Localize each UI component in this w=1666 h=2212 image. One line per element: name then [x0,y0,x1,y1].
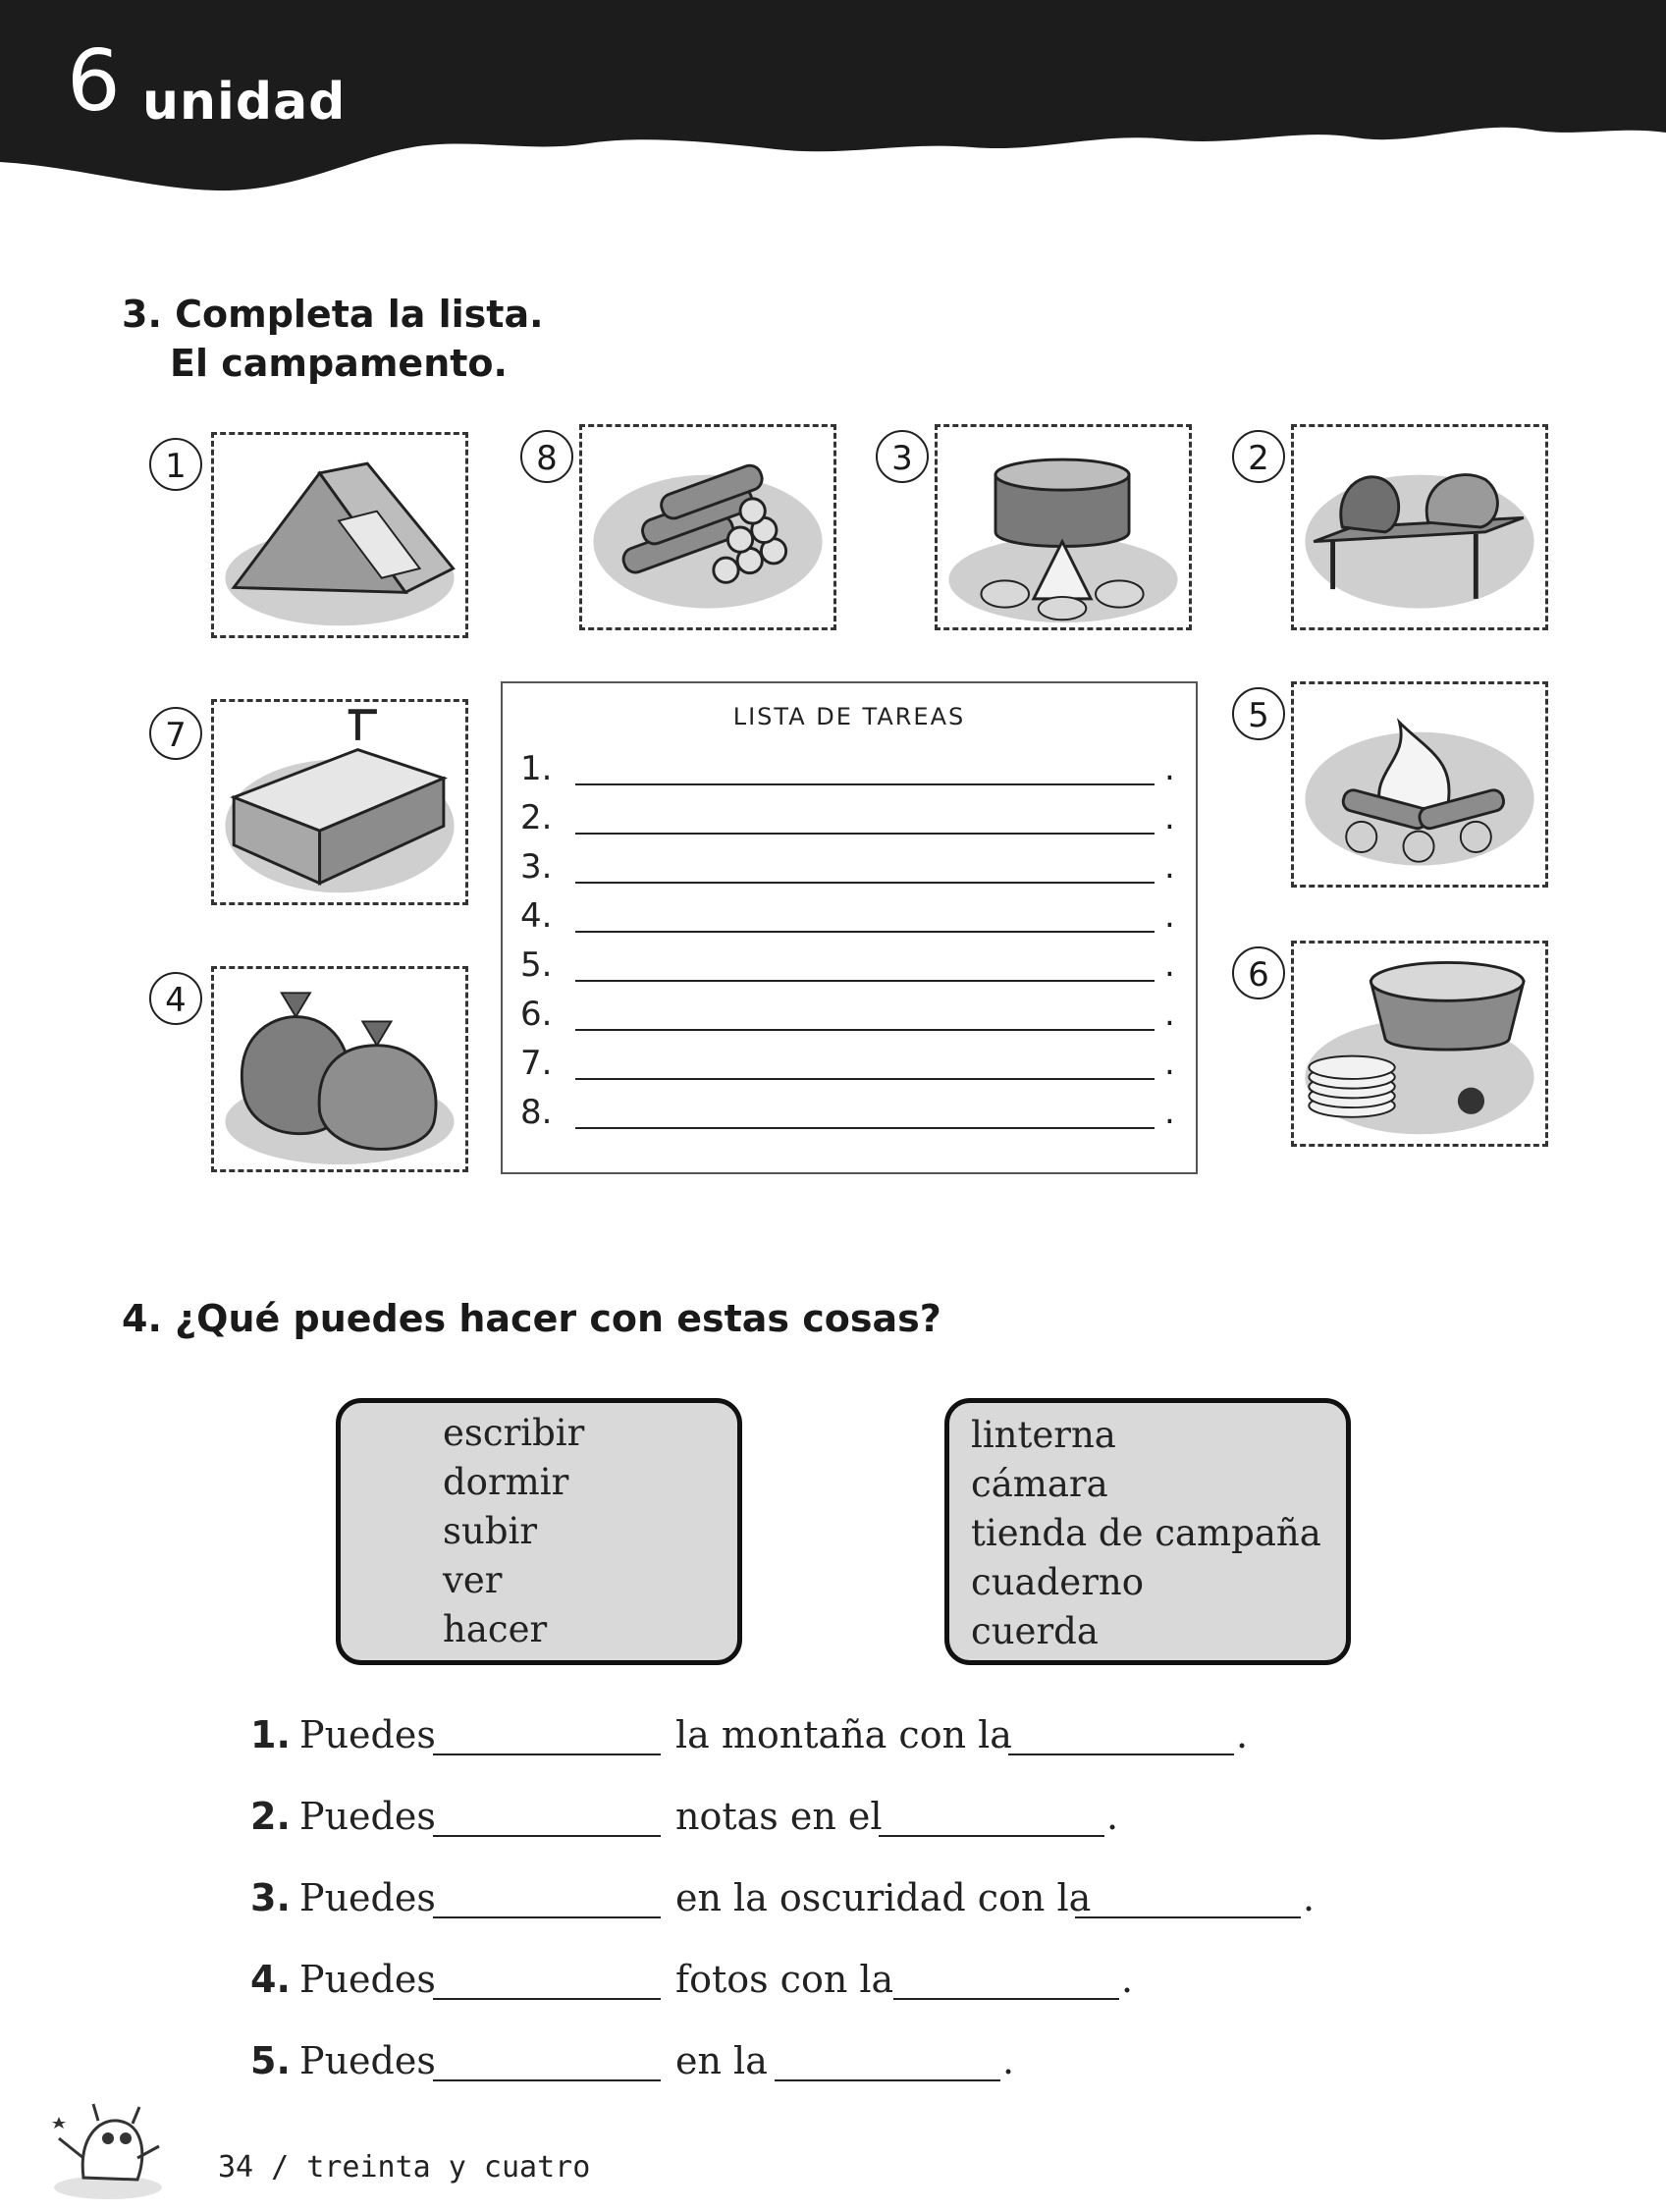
task-list-box [501,681,1198,1174]
noun-word: cuerda [971,1610,1099,1652]
task-period: . [1164,847,1175,887]
task-answer-line[interactable] [575,1029,1155,1031]
sentence-end: . [1106,1795,1119,1838]
task-row [520,891,1188,941]
picture-garbage-bags [211,966,468,1172]
picture-washing-bowl [1291,941,1548,1147]
sentence-end: . [1002,2039,1015,2082]
exercise-3-title-line1: 3. Completa la lista. [122,293,544,336]
task-answer-line[interactable] [575,1078,1155,1080]
backpacks-on-table-icon [1294,427,1545,627]
task-number: 2. [520,798,553,837]
unit-header [0,0,1666,206]
task-list-title: LISTA DE TAREAS [732,703,966,730]
picture-number-5: 5 [1232,687,1285,740]
picture-tent [211,432,468,638]
unit-word: unidad [142,73,347,132]
task-row [520,1088,1188,1137]
task-period: . [1164,896,1175,936]
task-row [520,1039,1188,1088]
unit-number: 6 [67,32,121,131]
sentence-middle: fotos con la [675,1958,894,2001]
verb-word: escribir [443,1412,585,1454]
task-row [520,744,1188,793]
monster-mascot-icon [39,2070,167,2207]
task-number: 5. [520,945,553,985]
picture-water-trough [211,699,468,905]
noun-word: linterna [971,1414,1116,1456]
sentence-middle: en la oscuridad con la [675,1876,1092,1919]
exercise-3-title [122,290,544,388]
picture-number-6: 6 [1232,946,1285,999]
verb-word: dormir [443,1461,569,1503]
task-answer-line[interactable] [575,783,1155,785]
picture-number-7: 7 [149,707,202,760]
verb-blank[interactable] [433,2079,661,2081]
task-period: . [1164,1044,1175,1083]
noun-blank[interactable] [775,2079,1000,2081]
sentence-start: Puedes [299,1876,436,1919]
task-answer-line[interactable] [575,833,1155,835]
task-period: . [1164,995,1175,1034]
noun-word: cuaderno [971,1561,1144,1603]
verb-blank[interactable] [433,1753,661,1755]
noun-word: cámara [971,1463,1108,1505]
task-number: 6. [520,995,553,1034]
task-answer-line[interactable] [575,980,1155,982]
picture-number-2: 2 [1232,430,1285,483]
noun-blank[interactable] [1008,1753,1234,1755]
sentence-5 [250,2036,1428,2095]
task-answer-line[interactable] [575,1127,1155,1129]
garbage-bags-icon [214,969,465,1169]
task-row [520,793,1188,842]
task-number: 1. [520,749,553,788]
page-number-footer: 34 / treinta y cuatro [218,2150,591,2185]
sentence-4 [250,1955,1428,2014]
verb-blank[interactable] [433,1916,661,1918]
exercise-3-title-line2: El campamento. [170,342,508,385]
verb-blank[interactable] [433,1835,661,1837]
task-period: . [1164,1093,1175,1132]
task-answer-line[interactable] [575,882,1155,884]
verb-blank[interactable] [433,1998,661,2000]
picture-number-8: 8 [520,430,573,483]
water-trough-icon [214,702,465,902]
firewood-icon [582,427,833,627]
task-row [520,941,1188,990]
sentence-start: Puedes [299,1795,436,1838]
task-number: 7. [520,1044,553,1083]
task-period: . [1164,945,1175,985]
verb-word: ver [443,1559,503,1601]
picture-backpacks [1291,424,1548,630]
campfire-icon [1294,684,1545,885]
sentence-number: 5. [250,2039,291,2082]
task-row [520,990,1188,1039]
verb-box [336,1398,742,1665]
picture-cooking-pot [935,424,1192,630]
exercise-4-title: 4. ¿Qué puedes hacer con estas cosas? [122,1297,941,1340]
sentence-start: Puedes [299,1713,436,1756]
sentence-start: Puedes [299,1958,436,2001]
sentence-end: . [1236,1713,1249,1756]
task-period: . [1164,749,1175,788]
noun-box [944,1398,1351,1665]
sentence-middle: notas en el [675,1795,883,1838]
task-answer-line[interactable] [575,931,1155,933]
task-number: 3. [520,847,553,887]
noun-blank[interactable] [879,1835,1104,1837]
sentence-number: 2. [250,1795,291,1838]
task-row [520,842,1188,891]
verb-word: hacer [443,1608,548,1650]
verb-word: subir [443,1510,538,1552]
sentence-2 [250,1792,1428,1851]
sentence-1 [250,1710,1428,1769]
picture-campfire [1291,681,1548,888]
sentence-end: . [1121,1958,1134,2001]
noun-blank[interactable] [893,1998,1119,2000]
task-number: 8. [520,1093,553,1132]
sentence-middle: en la [675,2039,768,2082]
sentence-number: 3. [250,1876,291,1919]
noun-word: tienda de campaña [971,1512,1321,1554]
picture-number-1: 1 [149,438,202,491]
task-number: 4. [520,896,553,936]
sentence-middle: la montaña con la [675,1713,1012,1756]
noun-blank[interactable] [1075,1916,1301,1918]
picture-number-4: 4 [149,972,202,1025]
washing-bowl-and-plates-icon [1294,944,1545,1144]
sentence-start: Puedes [299,2039,436,2082]
task-period: . [1164,798,1175,837]
tent-icon [214,435,465,635]
sentence-end: . [1303,1876,1316,1919]
picture-number-3: 3 [876,430,929,483]
cooking-pot-icon [938,427,1189,627]
sentence-3 [250,1873,1428,1932]
sentence-number: 1. [250,1713,291,1756]
sentence-number: 4. [250,1958,291,2001]
picture-firewood [579,424,836,630]
